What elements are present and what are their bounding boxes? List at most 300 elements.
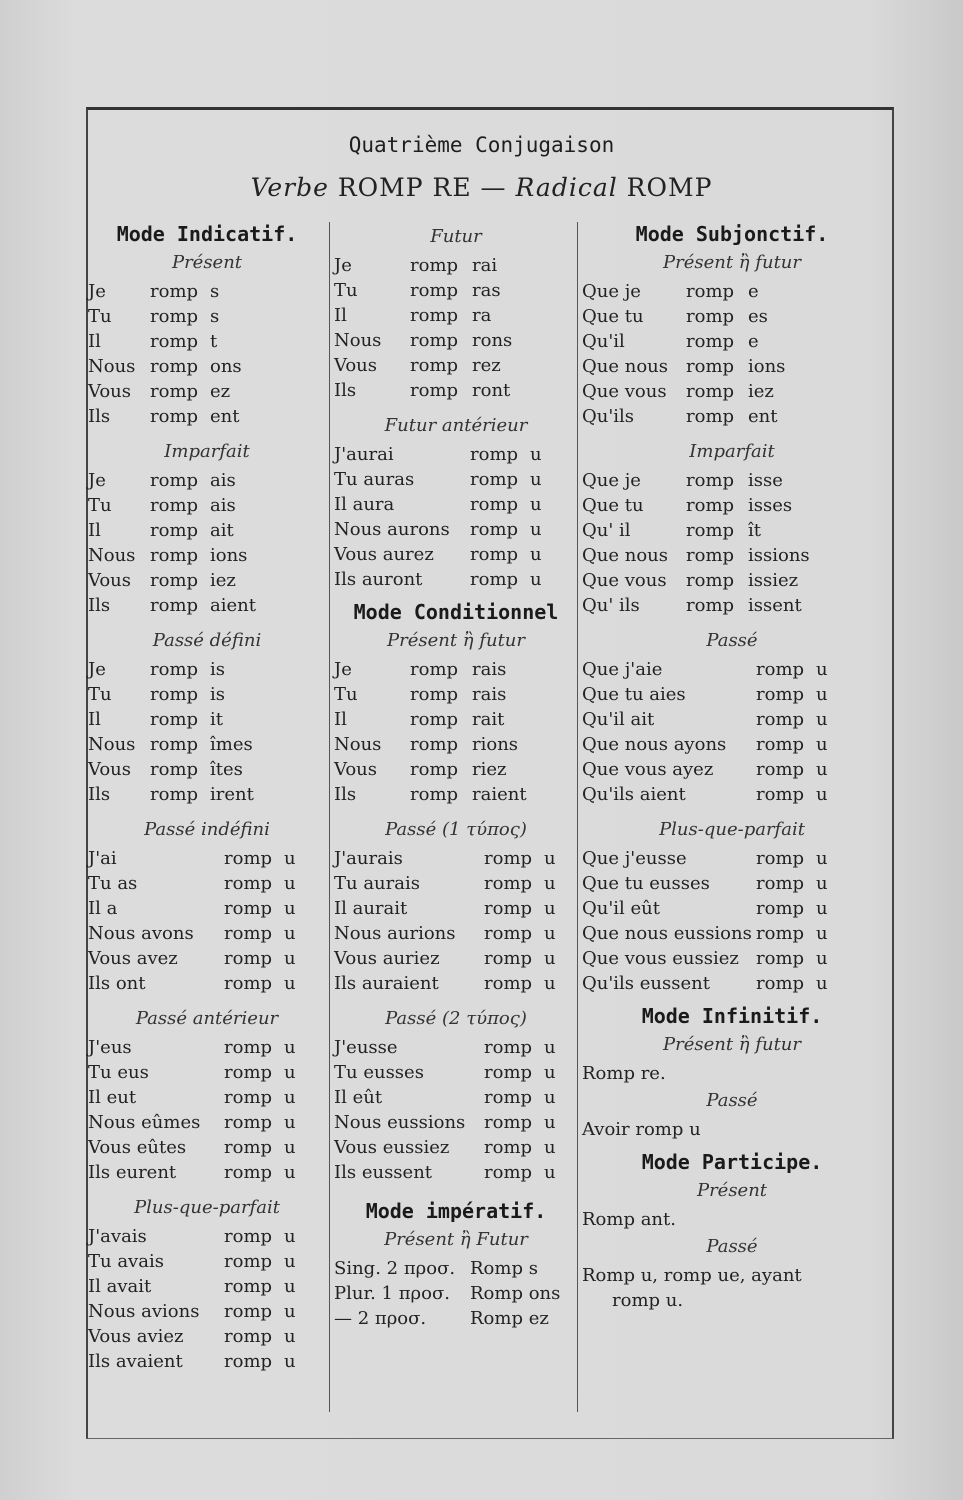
pronoun: Ils [88, 784, 111, 805]
ending: u [284, 1226, 296, 1247]
conj-row [334, 946, 578, 971]
pronoun: Il aurait [334, 898, 408, 919]
stem: romp [756, 759, 805, 780]
pronoun: Tu avais [88, 1251, 164, 1272]
stem: romp [484, 898, 533, 919]
conj-table [88, 468, 326, 618]
conj-row [88, 682, 326, 707]
ending: u [284, 1087, 296, 1108]
tense-heading: Passé (2 τύπος) [385, 1008, 527, 1029]
pronoun: Qu'il eût [582, 898, 661, 919]
ending: u [544, 1112, 556, 1133]
conj-table [582, 468, 882, 618]
pronoun: Tu [334, 280, 358, 301]
stem: romp [484, 1137, 533, 1158]
pronoun: Sing. 2 προσ. [334, 1258, 456, 1279]
verb-name: ROMP RE — [337, 173, 507, 202]
stem: romp [150, 595, 199, 616]
ending: es [748, 306, 768, 327]
stem: romp [150, 495, 199, 516]
conj-table [88, 1224, 326, 1374]
stem: romp [470, 469, 519, 490]
pronoun: Nous [88, 545, 136, 566]
conj-row [88, 1274, 326, 1299]
tense-heading: Passé [706, 630, 758, 651]
ending: u [530, 469, 542, 490]
conj-row [88, 493, 326, 518]
stem: romp [150, 381, 199, 402]
ending: ions [210, 545, 248, 566]
ending: u [816, 684, 828, 705]
ending: u [284, 1037, 296, 1058]
conj-row [334, 492, 578, 517]
conj-row [334, 1160, 578, 1185]
tense-heading: Imparfait [689, 441, 775, 462]
ending: u [544, 848, 556, 869]
conj-row [88, 379, 326, 404]
ending: u [284, 873, 296, 894]
ending: u [544, 923, 556, 944]
mode-heading: Mode Conditionnel [353, 600, 559, 624]
tense-heading: Présent ἢ futur [663, 1034, 801, 1055]
stem: romp [410, 784, 459, 805]
pronoun: Je [334, 659, 352, 680]
stem: romp [224, 1037, 273, 1058]
ending: irent [210, 784, 254, 805]
tense-heading: Plus-que-parfait [659, 819, 805, 840]
stem: romp [150, 570, 199, 591]
conj-row [582, 846, 882, 871]
ending: u [816, 873, 828, 894]
tense-heading: Présent [171, 252, 243, 273]
ending: rions [472, 734, 519, 755]
pronoun: Vous [88, 759, 132, 780]
stem: romp [224, 1326, 273, 1347]
ending: u [530, 519, 542, 540]
conj-row [334, 303, 578, 328]
pronoun: Que vous eussiez [582, 948, 739, 969]
ending: ent [748, 406, 778, 427]
pronoun: Qu'ils eussent [582, 973, 710, 994]
pronoun: Qu'il ait [582, 709, 655, 730]
conj-row [334, 1110, 578, 1135]
tense-heading: Passé [706, 1090, 758, 1111]
conj-row [582, 707, 882, 732]
pronoun: Il a [88, 898, 118, 919]
pronoun: Il [88, 520, 101, 541]
stem: romp [484, 923, 533, 944]
tense-heading: Présent ἢ futur [387, 630, 525, 651]
conj-table [88, 657, 326, 807]
conj-row [88, 782, 326, 807]
stem: romp [410, 380, 459, 401]
conj-row [582, 493, 882, 518]
conj-row [88, 1349, 326, 1374]
ending: u [284, 923, 296, 944]
conj-row [582, 896, 882, 921]
stem: romp [756, 873, 805, 894]
ending: rez [472, 355, 501, 376]
conj-row [88, 568, 326, 593]
ending: u [284, 848, 296, 869]
conj-row [88, 1060, 326, 1085]
pronoun: Vous [334, 355, 378, 376]
conj-row [334, 657, 578, 682]
conj-row [88, 1324, 326, 1349]
pronoun: Vous [334, 759, 378, 780]
stem: romp [756, 684, 805, 705]
pronoun: Ils [88, 595, 111, 616]
mode-heading: Mode impératif. [365, 1199, 547, 1223]
stem: romp [756, 923, 805, 944]
stem: romp [756, 948, 805, 969]
conj-row [334, 1306, 578, 1331]
conj-row [88, 354, 326, 379]
stem: romp [484, 873, 533, 894]
conj-row [334, 378, 578, 403]
pronoun: Nous eussions [334, 1112, 466, 1133]
stem: romp [686, 545, 735, 566]
ending: u [816, 948, 828, 969]
stem: romp [224, 873, 273, 894]
conj-table [582, 279, 882, 429]
stem: Romp ez [470, 1308, 549, 1329]
ending: riez [472, 759, 507, 780]
ending: it [210, 709, 223, 730]
stem: romp [410, 255, 459, 276]
verb-heading [0, 173, 963, 202]
stem: romp [224, 1137, 273, 1158]
stem: romp [224, 1162, 273, 1183]
ending: rons [472, 330, 513, 351]
pronoun: Tu auras [334, 469, 415, 490]
pronoun: Nous [88, 356, 136, 377]
conj-row [88, 543, 326, 568]
stem: romp [150, 545, 199, 566]
stem: romp [410, 659, 459, 680]
ending: rais [472, 659, 507, 680]
stem: romp [686, 356, 735, 377]
pronoun: Tu [88, 684, 112, 705]
stem: romp [756, 709, 805, 730]
pronoun: Vous eussiez [334, 1137, 450, 1158]
conj-row [88, 871, 326, 896]
conj-row [88, 593, 326, 618]
pronoun: Ils auront [334, 569, 423, 590]
pronoun: Nous aurions [334, 923, 456, 944]
infinitif-passe: Avoir romp u [582, 1119, 701, 1140]
conj-row [88, 732, 326, 757]
pronoun: Il eût [334, 1087, 383, 1108]
conj-row [334, 517, 578, 542]
ending: u [816, 734, 828, 755]
pronoun: Je [88, 659, 106, 680]
ending: e [748, 331, 759, 352]
radical-name: ROMP [626, 173, 713, 202]
conj-row [88, 921, 326, 946]
pronoun: Je [88, 470, 106, 491]
pronoun: Je [88, 281, 106, 302]
conj-row [334, 921, 578, 946]
conj-row [582, 568, 882, 593]
pronoun: Que je [582, 281, 641, 302]
stem: romp [410, 759, 459, 780]
pronoun: Vous aviez [88, 1326, 184, 1347]
ending: u [816, 923, 828, 944]
ending: ons [210, 356, 242, 377]
ending: u [284, 1251, 296, 1272]
conj-row [88, 971, 326, 996]
stem: romp [756, 659, 805, 680]
conj-row [334, 442, 578, 467]
conj-row [334, 846, 578, 871]
stem: romp [470, 444, 519, 465]
conj-row [88, 1224, 326, 1249]
stem: romp [686, 495, 735, 516]
conj-row [88, 1035, 326, 1060]
stem: romp [150, 281, 199, 302]
pronoun: Nous [334, 330, 382, 351]
conj-table [334, 1035, 578, 1185]
ending: iez [748, 381, 774, 402]
conj-row [88, 518, 326, 543]
ending: iez [210, 570, 236, 591]
stem: romp [484, 848, 533, 869]
pronoun: Qu'il [582, 331, 625, 352]
pronoun: Nous avons [88, 923, 194, 944]
stem: romp [150, 520, 199, 541]
ending: îtes [210, 759, 243, 780]
stem: romp [686, 470, 735, 491]
participe-present: Romp ant. [582, 1209, 676, 1230]
pronoun: Ils eussent [334, 1162, 433, 1183]
conj-row [582, 946, 882, 971]
ending: ait [210, 520, 234, 541]
pronoun: Nous [334, 734, 382, 755]
stem: romp [224, 1351, 273, 1372]
pronoun: Il eut [88, 1087, 137, 1108]
stem: romp [484, 1037, 533, 1058]
conj-table [582, 846, 882, 996]
ending: u [544, 1062, 556, 1083]
tense-heading: Présent ἢ Futur [384, 1229, 528, 1250]
pronoun: J'avais [88, 1226, 147, 1247]
ending: u [284, 1062, 296, 1083]
conj-row [582, 871, 882, 896]
conj-row [88, 468, 326, 493]
mode-heading: Mode Participe. [641, 1150, 823, 1174]
ending: ais [210, 495, 236, 516]
conj-row [88, 846, 326, 871]
stem: romp [150, 331, 199, 352]
conj-row [334, 1060, 578, 1085]
ending: u [284, 1326, 296, 1347]
pronoun: Ils [334, 784, 357, 805]
conj-row [582, 379, 882, 404]
conj-row [88, 1160, 326, 1185]
pronoun: Que je [582, 470, 641, 491]
tense-heading: Passé indéfini [144, 819, 270, 840]
infinitif-present: Romp re. [582, 1063, 666, 1084]
stem: romp [756, 784, 805, 805]
stem: romp [410, 684, 459, 705]
pronoun: Nous avions [88, 1301, 200, 1322]
conj-row [582, 757, 882, 782]
stem: romp [484, 1087, 533, 1108]
conj-row [582, 921, 882, 946]
pronoun: Qu' ils [582, 595, 640, 616]
stem: romp [150, 784, 199, 805]
conj-table [334, 442, 578, 592]
ending: u [544, 1137, 556, 1158]
conj-table [334, 1256, 578, 1331]
ending: is [210, 659, 225, 680]
tense-heading: Futur antérieur [384, 415, 528, 436]
pronoun: Que j'eusse [582, 848, 687, 869]
ending: u [284, 973, 296, 994]
pronoun: Ils auraient [334, 973, 439, 994]
mode-heading: Mode Infinitif. [641, 1004, 823, 1028]
conj-row [582, 971, 882, 996]
conj-row [334, 732, 578, 757]
stem: romp [686, 381, 735, 402]
conj-row [334, 757, 578, 782]
conj-row [334, 782, 578, 807]
ending: u [544, 873, 556, 894]
conj-table [334, 846, 578, 996]
conj-row [88, 757, 326, 782]
ending: u [816, 659, 828, 680]
pronoun: Nous eûmes [88, 1112, 201, 1133]
pronoun: Ils ont [88, 973, 146, 994]
pronoun: J'aurais [334, 848, 403, 869]
ending: u [544, 898, 556, 919]
stem: romp [224, 1062, 273, 1083]
ending: u [544, 948, 556, 969]
pronoun: J'aurai [334, 444, 394, 465]
stem: romp [150, 306, 199, 327]
ending: isses [748, 495, 793, 516]
ending: u [284, 1137, 296, 1158]
pronoun: Ils avaient [88, 1351, 183, 1372]
tense-heading: Passé (1 τύπος) [385, 819, 527, 840]
conj-row [334, 542, 578, 567]
mode-heading: Mode Indicatif. [116, 222, 298, 246]
ending: u [816, 784, 828, 805]
pronoun: Ils eurent [88, 1162, 177, 1183]
ending: u [544, 1037, 556, 1058]
conj-row [582, 279, 882, 304]
ending: u [530, 569, 542, 590]
ending: ront [472, 380, 511, 401]
stem: romp [686, 281, 735, 302]
participe-passe-cont: romp u. [612, 1290, 684, 1311]
conj-table [88, 846, 326, 996]
ending: issiez [748, 570, 799, 591]
conj-row [334, 707, 578, 732]
radical-word: Radical [515, 173, 618, 202]
ending: u [816, 848, 828, 869]
pronoun: Tu as [88, 873, 138, 894]
conj-row [334, 1035, 578, 1060]
conj-row [334, 253, 578, 278]
ending: ît [748, 520, 761, 541]
stem: romp [470, 569, 519, 590]
conj-row [334, 467, 578, 492]
conj-row [88, 1249, 326, 1274]
ending: rait [472, 709, 505, 730]
subjonctif-column [582, 222, 882, 1313]
pronoun: J'ai [88, 848, 117, 869]
conj-row [88, 707, 326, 732]
stem: romp [224, 948, 273, 969]
ending: ent [210, 406, 240, 427]
stem: romp [484, 1112, 533, 1133]
pronoun: Que tu [582, 306, 644, 327]
conj-row [334, 1085, 578, 1110]
pronoun: Que tu eusses [582, 873, 710, 894]
page-title: Quatrième Conjugaison [348, 133, 615, 157]
conj-row [334, 1135, 578, 1160]
conj-row [334, 896, 578, 921]
pronoun: Que vous [582, 381, 667, 402]
pronoun: J'eus [88, 1037, 132, 1058]
pronoun: — 2 προσ. [334, 1308, 427, 1329]
ending: rais [472, 684, 507, 705]
stem: romp [686, 570, 735, 591]
stem: romp [150, 659, 199, 680]
ending: rai [472, 255, 498, 276]
pronoun: Je [334, 255, 352, 276]
tense-heading: Présent [696, 1180, 768, 1201]
stem: romp [224, 923, 273, 944]
ending: is [210, 684, 225, 705]
conj-row [334, 871, 578, 896]
stem: romp [484, 973, 533, 994]
stem: romp [470, 494, 519, 515]
conj-row [582, 732, 882, 757]
conj-row [88, 946, 326, 971]
tense-heading: Passé antérieur [135, 1008, 279, 1029]
ending: ra [472, 305, 492, 326]
stem: romp [150, 406, 199, 427]
tense-heading: Futur [430, 226, 482, 247]
stem: romp [686, 406, 735, 427]
stem: romp [224, 1301, 273, 1322]
conj-row [88, 1299, 326, 1324]
stem: romp [150, 470, 199, 491]
ending: ais [210, 470, 236, 491]
pronoun: Il [334, 709, 347, 730]
ending: u [284, 1112, 296, 1133]
conj-row [582, 543, 882, 568]
column-divider [329, 222, 330, 1412]
tense-heading: Imparfait [164, 441, 250, 462]
pronoun: Nous [88, 734, 136, 755]
verbe-word: Verbe [250, 173, 329, 202]
tense-heading: Présent ἢ futur [663, 252, 801, 273]
conj-row [334, 278, 578, 303]
conj-row [582, 468, 882, 493]
stem: romp [756, 734, 805, 755]
pronoun: Que tu [582, 495, 644, 516]
tense-heading: Plus-que-parfait [134, 1197, 280, 1218]
ending: îmes [210, 734, 253, 755]
stem: romp [410, 709, 459, 730]
conj-row [582, 518, 882, 543]
stem: romp [686, 306, 735, 327]
conj-row [582, 329, 882, 354]
